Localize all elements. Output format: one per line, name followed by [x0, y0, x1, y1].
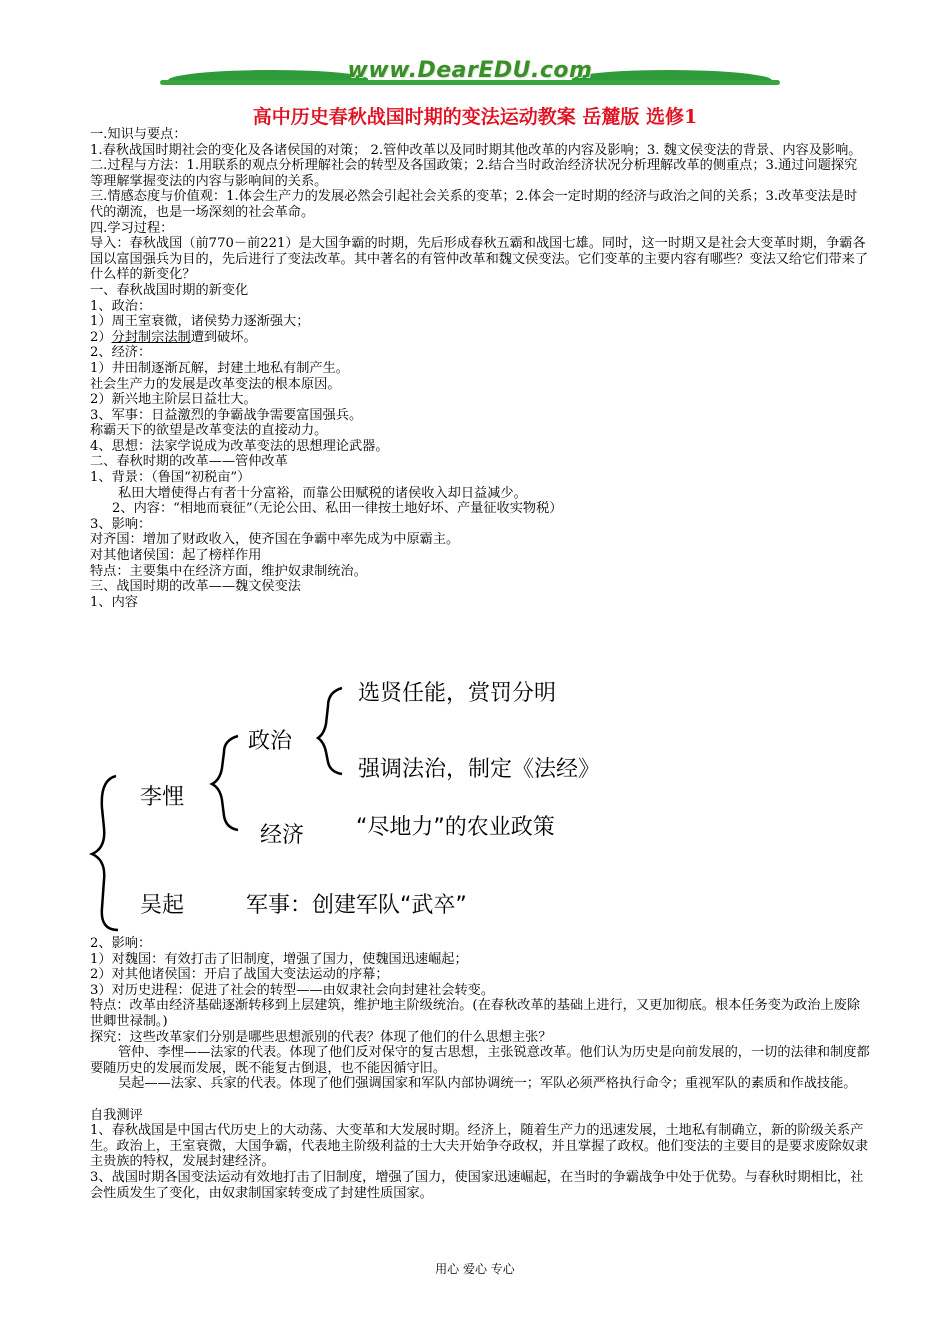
li-kui-brace [212, 736, 238, 830]
text-line: 1、背景：（鲁国“初税亩”） [90, 470, 251, 486]
text-line: 特点：主要集中在经济方面，维护奴隶制统治。 [90, 563, 367, 579]
text-line: 自我测评 [90, 1107, 143, 1123]
text-line-feudal [90, 330, 870, 346]
text-line: 三、战国时期的改革——魏文侯变法 [90, 579, 301, 595]
label-politics-item-2: 强调法治，制定《法经》 [358, 757, 601, 782]
text-line: 导入：春秋战国（前770－前221）是大国争霸的时期，先后形成春秋五霸和战国七雄。同时，这一时期又是社会大变革时期，争霸各国以富国强兵为目的，先后进行了变法改革。其中著名的有管仲改革和魏文侯变法。它们变革的主要内容有哪些？变法又给它们带来了什么样的新变化？ [90, 236, 869, 283]
label-military: 军事：创建军队“武卒” [246, 893, 467, 918]
text-line: 对其他诸侯国：起了榜样作用 [90, 548, 262, 564]
text-line: 四.学习过程： [90, 220, 174, 236]
label-li-kui: 李悝 [140, 785, 185, 810]
spacer [90, 1092, 870, 1108]
site-banner [160, 58, 780, 98]
text-line: 一、春秋战国时期的新变化 [90, 282, 249, 298]
text-line: 三.情感态度与价值观：1.体会生产力的发展必然会引起社会关系的变革；2.体会一定时期的经济与政治之间的关系；3.改革变法是时代的潮流，也是一场深刻的社会革命。 [90, 189, 858, 220]
label-wu-qi: 吴起 [140, 893, 185, 918]
text-line: 1）对魏国：有效打击了旧制度，增强了国力，使魏国迅速崛起； [90, 951, 468, 967]
text-line: 2）对其他诸侯国：开启了战国大变法运动的序幕； [90, 967, 389, 983]
outer-brace [92, 776, 118, 930]
text-line: 1）周王室衰微，诸侯势力逐渐强大； [90, 314, 310, 330]
text-line: 3、军事：日益激烈的争霸战争需要富国强兵。 [90, 407, 363, 423]
label-politics: 政治 [248, 729, 293, 754]
line-suffix: 遭到破坏。 [190, 329, 257, 345]
paragraph-wu-qi: 吴起——法家、兵家的代表。体现了他们强调国家和军队内部协调统一；军队必须严格执行命令；重视军队的素质和作战技能。 [118, 1076, 857, 1092]
text-line: 1.春秋战国时期社会的变化及各诸侯国的对策； 2.管仲改革以及同时期其他改革的内容及影响；3. 魏文侯变法的背景、内容及影响。 [90, 142, 862, 158]
text-line-content: 2、内容：“相地而衰征”（无论公田、私田一律按土地好坏、产量征收实物税） [112, 501, 563, 517]
page-title: 高中历史春秋战国时期的变法运动教案 岳麓版 选修1 [252, 106, 698, 128]
site-logo-text: www.DearEDU.com [347, 58, 593, 83]
text-line: 1、政治： [90, 298, 152, 314]
text-line: 1、内容 [90, 594, 138, 610]
text-line: 称霸天下的欲望是改革变法的直接动力。 [90, 423, 328, 439]
text-line: 4、思想：法家学说成为改革变法的思想理论武器。 [90, 438, 389, 454]
text-line: 3、影响： [90, 516, 152, 532]
text-line: 2）新兴地主阶层日益壮大。 [90, 392, 257, 408]
document-body-top [90, 127, 870, 610]
page-footer: 用心 爱心 专心 [435, 1262, 515, 1276]
text-line: 1、春秋战国是中国古代历史上的大动荡、大变革和大发展时期。经济上，随着生产力的迅速发展，土地私有制确立，新的阶级关系产生。政治上，王室衰微，大国争霸，代表地主阶级利益的士大夫开始争夺政权，并且掌握了政权。他们变法的主要目的是要求废除奴隶主贵族的特权，发展封建经济。 [90, 1123, 869, 1170]
text-line: 2、影响： [90, 936, 152, 951]
text-line: 社会生产力的发展是改革变法的根本原因。 [90, 376, 341, 392]
paragraph-legalists: 管仲、李悝——法家的代表。体现了他们反对保守的复古思想，主张锐意改革。他们认为历史是向前发展的，一切的法律和制度都要随历史的发展而发展，既不能复古倒退，也不能因循守旧。 [90, 1045, 870, 1076]
politics-brace [318, 688, 342, 774]
text-line: 2、经济： [90, 345, 152, 361]
document-body-bottom [90, 936, 870, 1201]
text-line: 特点：改革由经济基础逐渐转移到上层建筑，维护地主阶级统治。(在春秋改革的基础上进行，又更加彻底。根本任务变为政治上废除世卿世禄制。) [90, 998, 861, 1029]
line-prefix: 2） [90, 329, 112, 345]
text-line: 对齐国：增加了财政收入，使齐国在争霸中率先成为中原霸主。 [90, 532, 460, 548]
text-line-indented: 私田大增使得占有者十分富裕，而靠公田赋税的诸侯收入却日益减少。 [118, 485, 527, 501]
label-economy: 经济 [260, 823, 305, 848]
reform-brace-diagram [88, 668, 708, 933]
label-politics-item-1: 选贤任能，赏罚分明 [358, 681, 557, 706]
text-line: 3）对历史进程：促进了社会的转型——由奴隶社会向封建社会转变。 [90, 982, 495, 998]
text-line: 一.知识与要点： [90, 127, 187, 142]
text-line: 1）井田制逐渐瓦解，封建土地私有制产生。 [90, 360, 349, 376]
text-line: 二.过程与方法：1.用联系的观点分析理解社会的转型及各国政策；2.结合当时政治经济状况分析理解改革的侧重点；3.通过问题探究等理解掌握变法的内容与影响间的关系。 [90, 158, 858, 189]
text-line: 二、春秋时期的改革——管仲改革 [90, 454, 288, 470]
label-economy-item: “尽地力”的农业政策 [356, 815, 555, 840]
text-line: 探究：这些改革家们分别是哪些思想派别的代表？体现了他们的什么思想主张？ [90, 1029, 552, 1045]
underlined-term: 分封制宗法制 [111, 329, 191, 345]
text-line: 3、战国时期各国变法运动有效地打击了旧制度，增强了国力，使国家迅速崛起，在当时的争霸战争中处于优势。与春秋时期相比，社会性质发生了变化，由奴隶制国家转变成了封建性质国家。 [90, 1169, 864, 1201]
